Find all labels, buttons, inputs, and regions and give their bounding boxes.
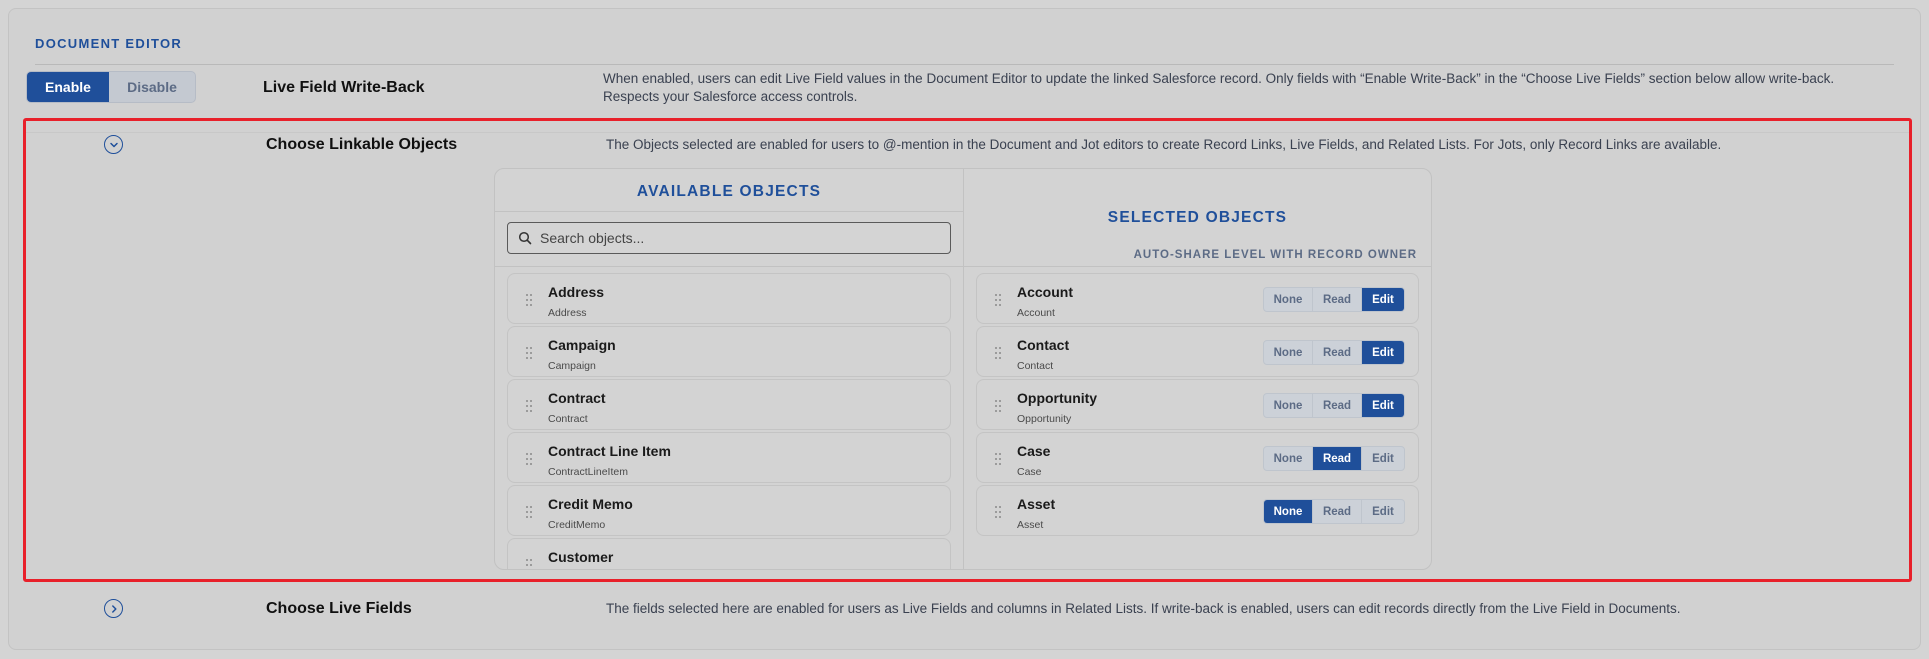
object-name: Contract (548, 390, 606, 406)
selected-objects-header: SELECTED OBJECTS (1107, 209, 1288, 226)
share-level-toggle (1263, 287, 1405, 312)
search-icon (518, 231, 532, 245)
selected-object-item[interactable] (976, 485, 1419, 536)
object-api-name: CreditMemo (548, 519, 606, 531)
available-object-item[interactable] (507, 538, 951, 570)
column-divider (963, 169, 964, 569)
object-name: Account (1017, 284, 1073, 300)
live-fields-label: Choose Live Fields (266, 600, 412, 617)
search-input-wrapper[interactable] (507, 222, 951, 254)
object-api-name: Account (1017, 307, 1055, 319)
share-level-edit-button[interactable]: Edit (1362, 341, 1404, 364)
share-level-toggle (1263, 499, 1405, 524)
drag-handle-icon[interactable] (995, 506, 1001, 518)
drag-handle-icon[interactable] (526, 400, 532, 412)
object-name: Customer (548, 549, 614, 565)
linkable-objects-description: The Objects selected are enabled for users to @-mention in the Document and Jot editors to create Record Links, Live Fields, and Related Lists. For Jots, only Record Links are available. (606, 137, 1722, 152)
enable-button[interactable]: Enable (27, 72, 109, 102)
selected-object-item[interactable] (976, 273, 1419, 324)
live-fields-description: The fields selected here are enabled for users as Live Fields and columns in Related Lists. If write-back is enabled, users can edit records directly from the Live Field in Documents. (606, 601, 1681, 616)
object-name: Campaign (548, 337, 616, 353)
share-level-none-button[interactable]: None (1264, 394, 1313, 417)
available-object-item[interactable] (507, 326, 951, 377)
selected-header-divider (964, 266, 1431, 267)
object-name: Case (1017, 443, 1051, 459)
autoshare-header: AUTO-SHARE LEVEL WITH RECORD OWNER (1133, 249, 1417, 261)
object-name: Contract Line Item (548, 443, 671, 459)
drag-handle-icon[interactable] (995, 400, 1001, 412)
object-api-name: Contact (1017, 360, 1054, 372)
share-level-read-button[interactable]: Read (1313, 447, 1362, 470)
object-name: Asset (1017, 496, 1056, 512)
write-back-toggle (26, 71, 196, 103)
search-input[interactable] (540, 230, 930, 246)
share-level-none-button[interactable]: None (1264, 500, 1313, 523)
available-object-item[interactable] (507, 432, 951, 483)
object-api-name: ContractLineItem (548, 466, 628, 478)
object-api-name: Address (548, 307, 587, 319)
object-name: Address (548, 284, 605, 300)
share-level-read-button[interactable]: Read (1313, 500, 1362, 523)
write-back-label: Live Field Write-Back (263, 79, 425, 96)
section-title: DOCUMENT EDITOR (35, 36, 183, 51)
selected-object-item[interactable] (976, 326, 1419, 377)
write-back-description: When enabled, users can edit Live Field values in the Document Editor to update the linked Salesforce record. Only fields with “Enable Write-Back” in the “Choose Live Fields” section below allow write-back. Respects your Salesforce access controls. (603, 71, 1835, 104)
available-object-item[interactable] (507, 273, 951, 324)
row-divider (26, 132, 1909, 133)
share-level-read-button[interactable]: Read (1313, 341, 1362, 364)
section-divider (35, 64, 1894, 65)
object-api-name: Opportunity (1017, 413, 1072, 425)
share-level-read-button[interactable]: Read (1313, 394, 1362, 417)
drag-handle-icon[interactable] (526, 506, 532, 518)
share-level-none-button[interactable]: None (1264, 288, 1313, 311)
drag-handle-icon[interactable] (995, 294, 1001, 306)
share-level-none-button[interactable]: None (1264, 341, 1313, 364)
object-name: Contact (1017, 337, 1070, 353)
share-level-none-button[interactable]: None (1264, 447, 1313, 470)
share-level-toggle (1263, 340, 1405, 365)
object-name: Opportunity (1017, 390, 1098, 406)
share-level-toggle (1263, 446, 1405, 471)
drag-handle-icon[interactable] (526, 294, 532, 306)
disable-button[interactable]: Disable (127, 79, 177, 95)
share-level-toggle (1263, 393, 1405, 418)
drag-handle-icon[interactable] (526, 347, 532, 359)
object-api-name: Case (1017, 466, 1042, 478)
object-name: Credit Memo (548, 496, 633, 512)
linkable-objects-label: Choose Linkable Objects (266, 136, 458, 153)
share-level-edit-button[interactable]: Edit (1372, 452, 1394, 465)
drag-handle-icon[interactable] (995, 347, 1001, 359)
expand-chevron-icon[interactable] (104, 599, 123, 618)
search-divider (495, 266, 963, 267)
drag-handle-icon[interactable] (526, 453, 532, 465)
selected-object-item[interactable] (976, 432, 1419, 483)
share-level-edit-button[interactable]: Edit (1372, 505, 1394, 518)
available-object-item[interactable] (507, 485, 951, 536)
drag-handle-icon[interactable] (526, 559, 532, 570)
share-level-edit-button[interactable]: Edit (1362, 288, 1404, 311)
selected-object-item[interactable] (976, 379, 1419, 430)
drag-handle-icon[interactable] (995, 453, 1001, 465)
share-level-read-button[interactable]: Read (1313, 288, 1362, 311)
object-picker (494, 168, 1432, 570)
available-object-item[interactable] (507, 379, 951, 430)
object-api-name: Campaign (548, 360, 596, 372)
object-api-name: Asset (1017, 519, 1044, 531)
available-objects-list (507, 273, 951, 570)
header-divider (495, 211, 963, 212)
available-objects-header: AVAILABLE OBJECTS (636, 183, 822, 200)
collapse-chevron-icon[interactable] (104, 135, 123, 154)
object-api-name: Contract (548, 413, 588, 425)
share-level-edit-button[interactable]: Edit (1362, 394, 1404, 417)
